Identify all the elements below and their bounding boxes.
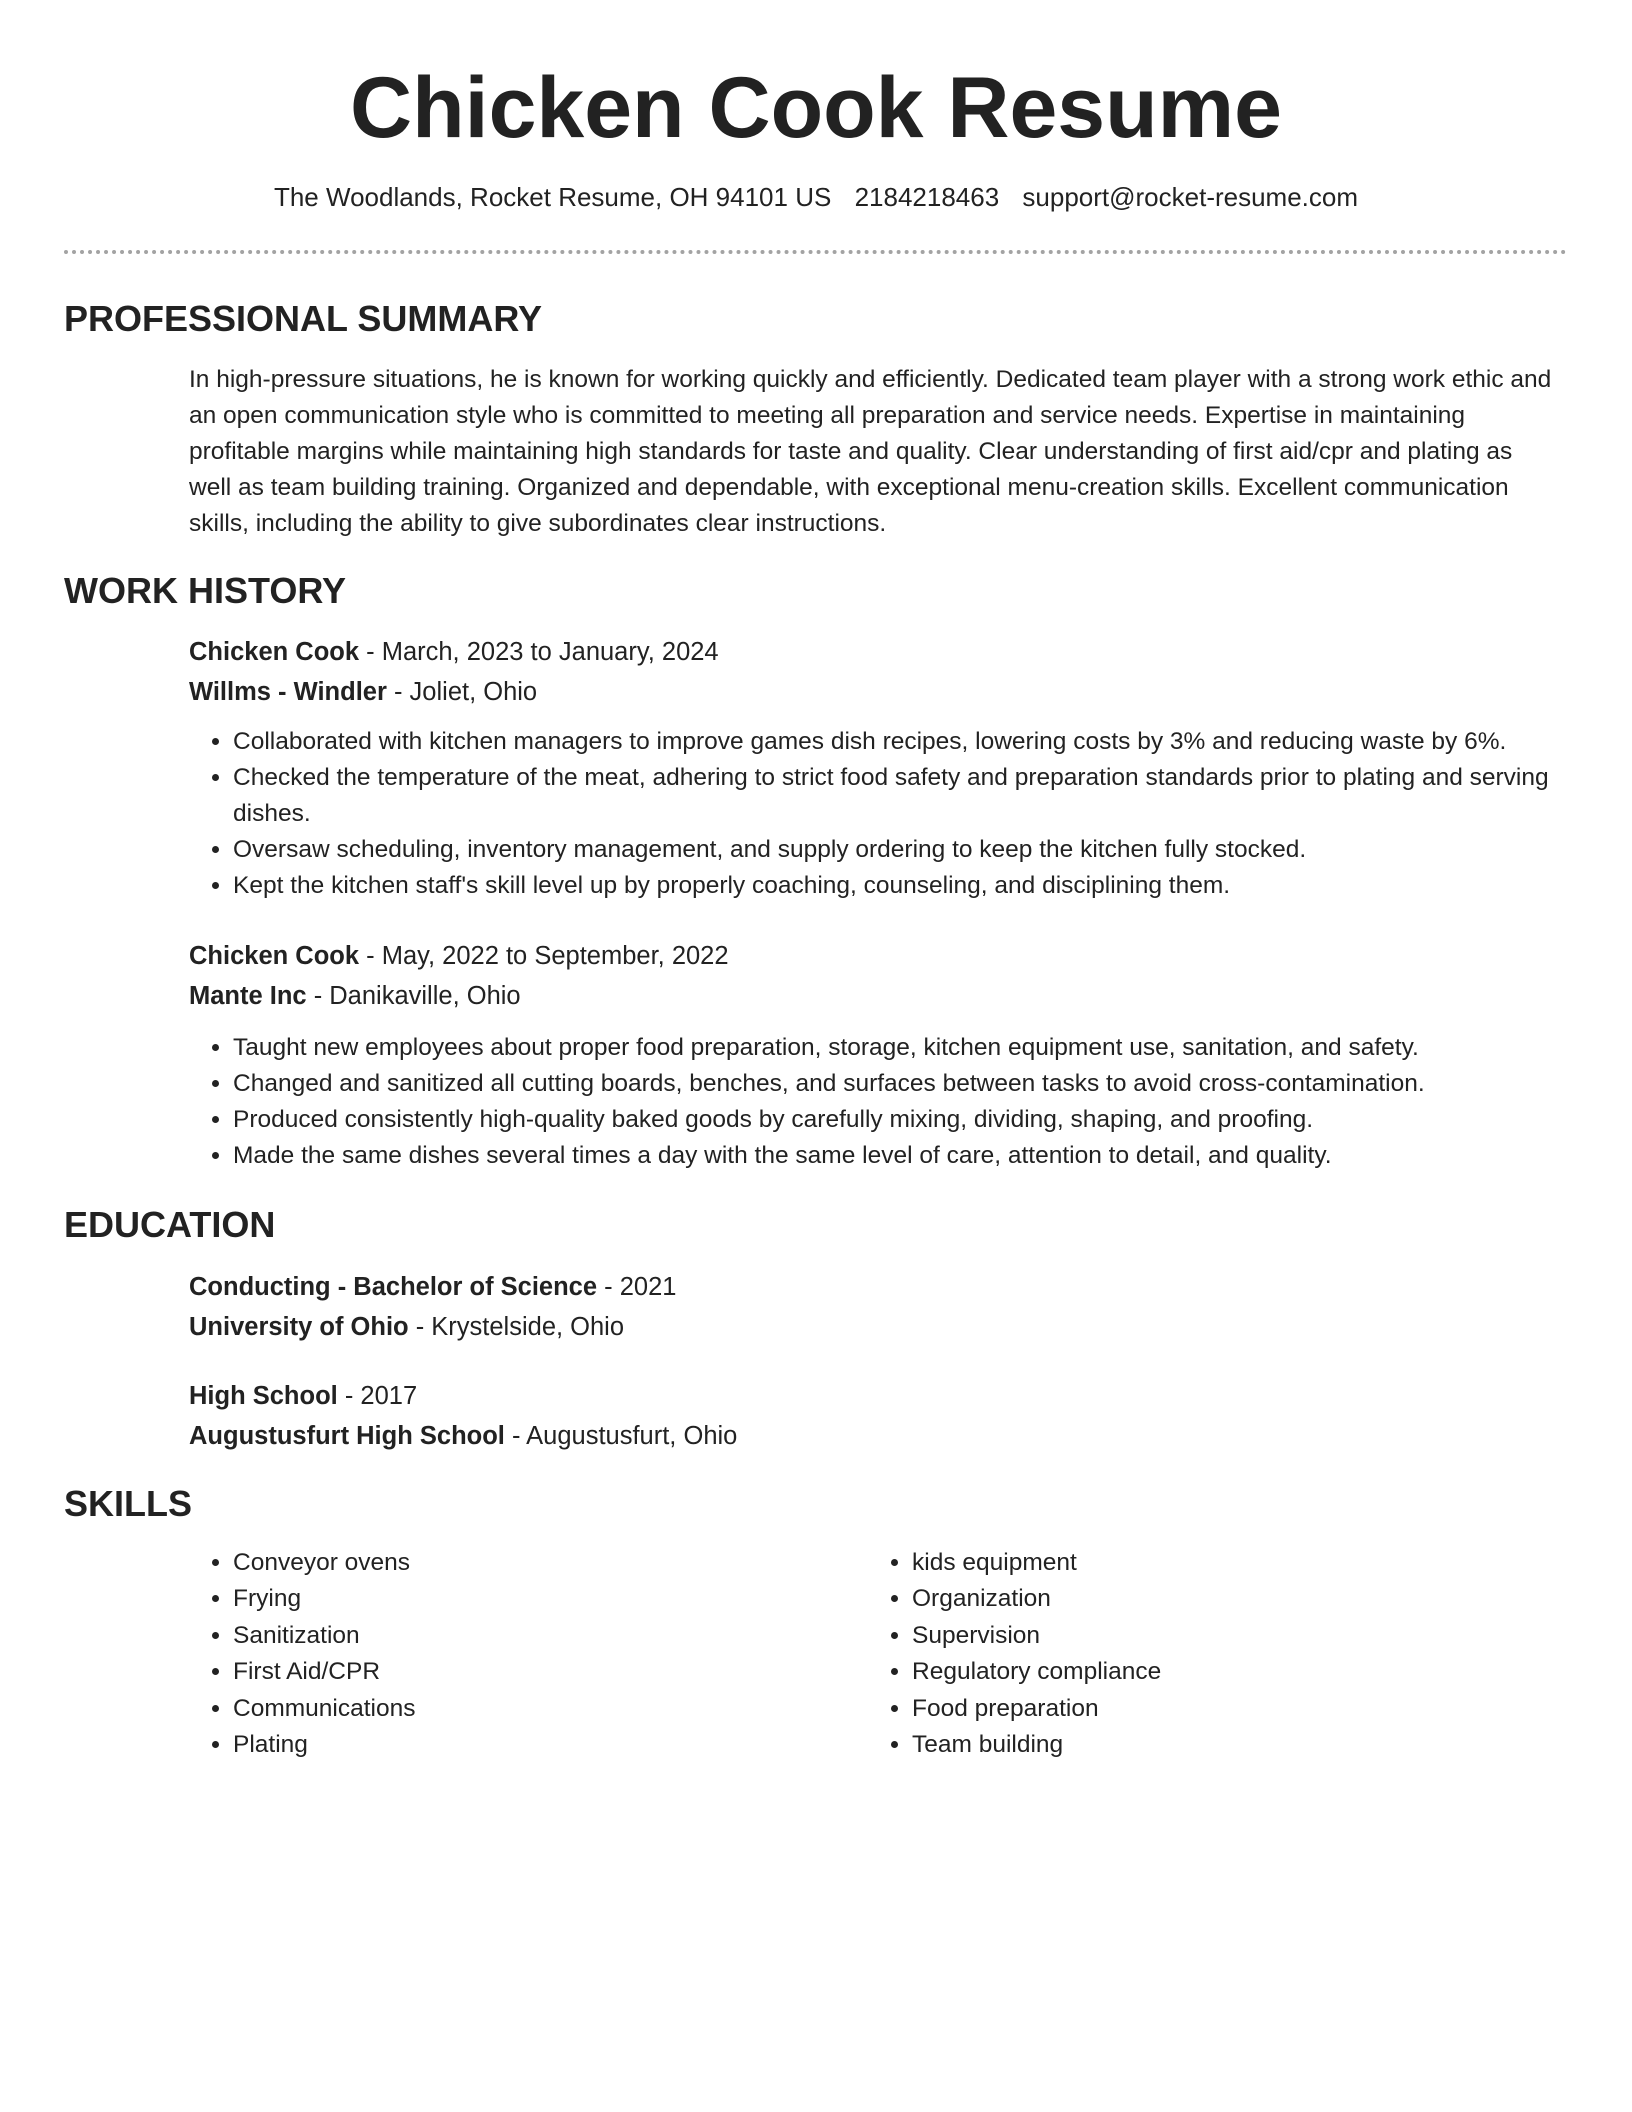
education-degree-line <box>189 1376 1559 1416</box>
education-school: Augustusfurt High School <box>189 1422 505 1450</box>
skill-item: • Plating <box>233 1727 868 1763</box>
job-location: - Joliet, Ohio <box>386 678 538 706</box>
skill-item: • Conveyor ovens <box>233 1545 868 1581</box>
skill-item: • Organization <box>912 1581 1547 1617</box>
skill-item: • Supervision <box>912 1618 1547 1654</box>
education-school: University of Ohio <box>189 1313 409 1341</box>
education-degree: High School <box>189 1382 338 1410</box>
education-year: - 2021 <box>597 1273 677 1301</box>
education-entry <box>189 1376 1559 1456</box>
contact-email: support@rocket-resume.com <box>1022 182 1359 212</box>
job-company-line <box>189 976 1559 1016</box>
job-bullet: • Taught new employees about proper food preparation, storage, kitchen equipment use, sanitation, and safety. <box>233 1030 1559 1066</box>
skill-item: • Regulatory compliance <box>912 1654 1547 1690</box>
section-title-skills: SKILLS <box>64 1483 193 1524</box>
skills-column-left <box>189 1545 868 1763</box>
skill-item: • kids equipment <box>912 1545 1547 1581</box>
job-bullet: • Produced consistently high-quality baked goods by carefully mixing, dividing, shaping, and proofing. <box>233 1102 1559 1138</box>
job-bullet: • Changed and sanitized all cutting boards, benches, and surfaces between tasks to avoid cross-contamination. <box>233 1066 1559 1102</box>
section-title-summary: PROFESSIONAL SUMMARY <box>64 298 543 339</box>
skills-list <box>189 1545 1559 1763</box>
section-title-work-history: WORK HISTORY <box>64 570 347 611</box>
skill-item: • Food preparation <box>912 1691 1547 1727</box>
job-role: Chicken Cook <box>189 638 360 666</box>
section-title-education: EDUCATION <box>64 1204 276 1245</box>
job-bullet: • Oversaw scheduling, inventory management, and supply ordering to keep the kitchen fully stocked. <box>233 832 1559 868</box>
job-bullet: • Collaborated with kitchen managers to improve games dish recipes, lowering costs by 3% and reducing waste by 6%. <box>233 724 1559 760</box>
contact-line <box>64 182 1568 212</box>
skill-item: • Communications <box>233 1691 868 1727</box>
job-company: Willms - Windler <box>189 678 387 706</box>
job-entry <box>189 936 1559 1174</box>
header-divider <box>64 250 1567 254</box>
job-bullets <box>189 724 1559 904</box>
skill-item: • Sanitization <box>233 1618 868 1654</box>
education-location: - Krystelside, Ohio <box>408 1313 625 1341</box>
job-bullet: • Made the same dishes several times a day with the same level of care, attention to detail, and quality. <box>233 1138 1559 1174</box>
job-dates: - March, 2023 to January, 2024 <box>359 638 719 666</box>
education-year: - 2017 <box>337 1382 418 1410</box>
summary-block <box>189 362 1559 542</box>
education-degree: Conducting - Bachelor of Science <box>189 1273 598 1301</box>
skills-column-right <box>868 1545 1547 1763</box>
job-bullet: • Checked the temperature of the meat, adhering to strict food safety and preparation standards prior to plating and serving dishes. <box>233 760 1559 832</box>
job-company: Mante Inc <box>189 982 307 1010</box>
summary-text: In high-pressure situations, he is known for working quickly and efficiently. Dedicated team player with a strong work ethic and an open communication style who is committed to meeting all preparation and service needs. Expertise in maintaining profitable margins while maintaining high standards for taste and quality. Clear understanding of first aid/cpr and plating as well as team building training. Organized and dependable, with exceptional menu-creation skills. Excellent communication skills, including the ability to give subordinates clear instructions. <box>189 366 1552 537</box>
skill-item: • First Aid/CPR <box>233 1654 868 1690</box>
job-entry <box>189 632 1559 904</box>
job-bullet: • Kept the kitchen staff's skill level up by properly coaching, counseling, and disciplining them. <box>233 868 1559 904</box>
job-title-line <box>189 632 1559 672</box>
resume-title: Chicken Cook Resume <box>350 60 1282 156</box>
job-role: Chicken Cook <box>189 942 360 970</box>
skill-item: • Team building <box>912 1727 1547 1763</box>
job-bullets <box>189 1030 1559 1174</box>
job-title-line <box>189 936 1559 976</box>
contact-address: The Woodlands, Rocket Resume, OH 94101 US <box>273 182 832 212</box>
education-location: - Augustusfurt, Ohio <box>504 1422 738 1450</box>
education-school-line <box>189 1416 1559 1456</box>
education-degree-line <box>189 1267 1559 1307</box>
education-entry <box>189 1267 1559 1347</box>
education-school-line <box>189 1307 1559 1347</box>
job-location: - Danikaville, Ohio <box>306 982 521 1010</box>
job-company-line <box>189 672 1559 712</box>
skill-item: • Frying <box>233 1581 868 1617</box>
job-dates: - May, 2022 to September, 2022 <box>359 942 729 970</box>
contact-phone: 2184218463 <box>854 182 1000 212</box>
